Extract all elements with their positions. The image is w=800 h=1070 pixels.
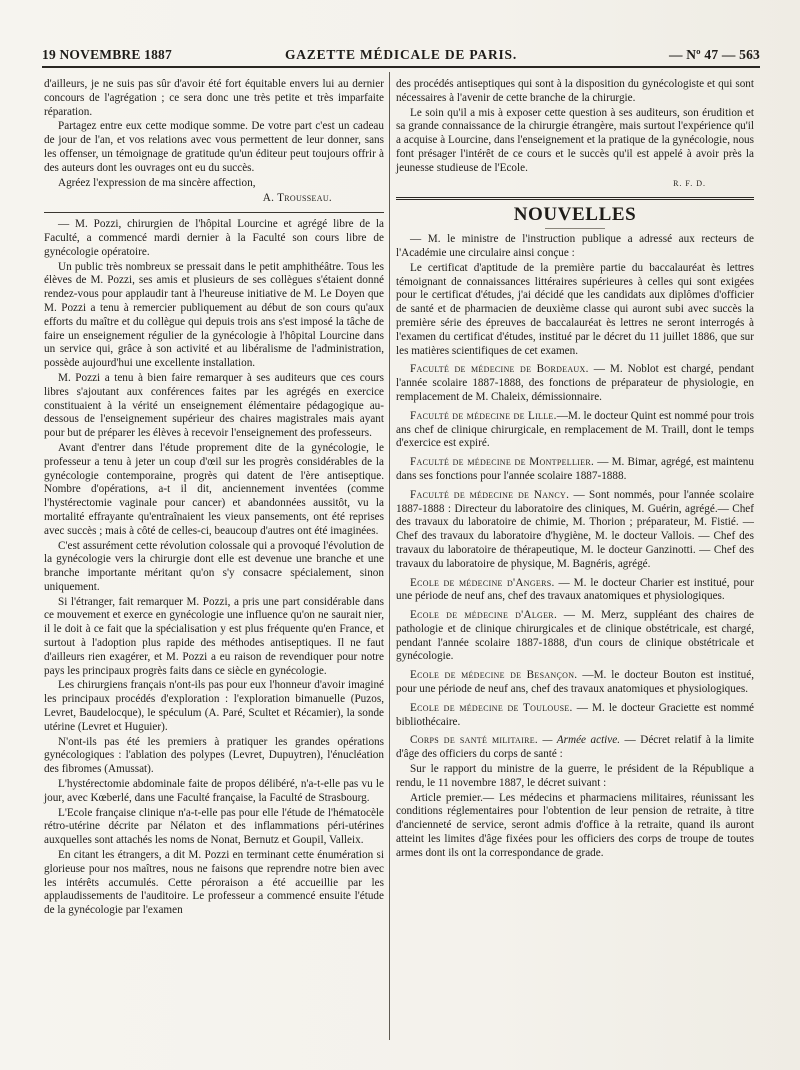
news-item: Sur le rapport du ministre de la guerre, le président de la République a rendu, le 11 novembre 1887, le décret suivant :	[396, 763, 754, 789]
paragraph: — M. Pozzi, chirurgien de l'hôpital Lourcine et agrégé libre de la Faculté, a commencé mardi dernier à la Faculté son cours libre de gynécologie opératoire.	[44, 218, 384, 258]
paragraph: Les chirurgiens français n'ont-ils pas pour eux l'honneur d'avoir imaginé les principaux procédés d'exploration : l'exploration bimanuelle (Puzos, Levret, Baudelocque), le spéculum (A. Paré, Scultet et Récamier), la sonde utérine (Levret et Huguier).	[44, 679, 384, 733]
column-divider	[389, 72, 390, 1040]
news-heading: Faculté de médecine de Lille.	[410, 409, 557, 422]
news-item: Article premier.— Les médecins et pharmaciens militaires, réunissant les conditions réglementaires pour l'obtention de leur pension de retraite, à titre d'ancienneté de service, seront admis d'office à la retraite, quand ils auront atteint les limites d'âge fixées pour les officiers des corps de troupe de toutes armes dont ils ont la correspondance de grade.	[396, 791, 754, 859]
news-subheading: — Armée active.	[538, 734, 621, 747]
news-body: — Sont nommés, pour l'année scolaire 1887-1888 : Directeur du laboratoire des cliniques, M. Guérin, agrégé.— Chef des travaux du laboratoire de chimie, M. Thorion ; préparateur, M. Fistié. — Chef des travaux du laboratoire d'hygiène, M. le docteur Vallois. — Chef des travaux du laboratoire de thérapeutique, M. le docteur Ganzinotti. — Chef des travaux du laboratoire de physique, M. Bagnéris, agrégé.	[396, 488, 754, 570]
paragraph: d'ailleurs, je ne suis pas sûr d'avoir été fort équitable envers lui au dernier concours de l'agrégation ; ce sera donc une très petite et très imparfaite réparation.	[44, 78, 384, 118]
paragraph: N'ont-ils pas été les premiers à pratiquer les grandes opérations gynécologiques : l'ablation des polypes (Levret, Dupuytren), l'énucléation des fibromes (Amussat).	[44, 735, 384, 776]
left-column	[44, 78, 384, 919]
news-heading: Ecole de médecine de Besançon.	[410, 669, 578, 682]
news-item: — M. le ministre de l'instruction publique a adressé aux recteurs de l'Académie une circulaire ainsi conçue :	[396, 233, 754, 259]
paragraph: Le soin qu'il a mis à exposer cette question à ses auditeurs, son érudition et sa grande connaissance de la chirurgie étrangère, mais surtout l'expérience qu'il a acquise à Lourcine, dans l'enseignement et la pratique de la gynécologie, nous font présager l'intérêt de ce cours et le succès qu'il est appelé à avoir près la jeunesse studieuse de l'Ecole.	[396, 106, 754, 174]
paragraph: En citant les étrangers, a dit M. Pozzi en terminant cette énumération si glorieuse pour nos maîtres, nous ne faisons que reprendre notre bien avec les intérêts accumulés. Cette péroraison a été accueillie par les applaudissements de l'auditoire. Le professeur a commencé ensuite l'étude de la gynécologie par l'examen	[44, 849, 384, 917]
title-underline	[545, 228, 605, 229]
news-heading: Corps de santé militaire.	[410, 734, 539, 747]
news-heading: Ecole de médecine d'Angers.	[410, 576, 555, 589]
paragraph: Partagez entre eux cette modique somme. De votre part c'est un cadeau de jour de l'an, et vos relations avec vous permettent de leur donner, sans les offenser, un témoignage de gratitude qu'un éditeur peut toujours offrir à des auteurs dont les ouvrages ont eu du succès.	[44, 120, 384, 174]
news-item	[396, 669, 754, 697]
paragraph: Un public très nombreux se pressait dans le petit amphithéâtre. Tous les élèves de M. Pozzi, ses amis et plusieurs de ses collègues s'étaient donné rendez-vous pour applaudir tant à l'heureuse initiative de M. Le Doyen que M. Pozzi a tenu à remercier publiquement au début de son cours qu'aux efforts du maître et du collègue qui depuis trois ans s'est imposé la tâche de faire un enseignement régulier de la gynécologie à l'hôpital Lourcine dans un service qui, grâce à son activité et au libéralisme de l'administration, possède aujourd'hui une excellente installation.	[44, 260, 384, 370]
news-item	[396, 702, 754, 730]
news-body: — M. le docteur Graciette est nommé bibliothécaire.	[396, 701, 754, 728]
header-title: GAZETTE MÉDICALE DE PARIS.	[284, 47, 518, 62]
news-item	[396, 456, 754, 484]
section-title: NOUVELLES	[513, 204, 637, 226]
header-page-number: — Nº 47 — 563	[668, 47, 760, 62]
paragraph: des procédés antiseptiques qui sont à la disposition du gynécologiste et qui sont nécessaires à l'avenir de cette branche de la chirurgie.	[396, 78, 754, 104]
news-item: Le certificat d'aptitude de la première partie du baccalauréat ès lettres témoignant de connaissances littéraires supérieures à celles qui sont exigées pour le certificat d'études, j'ai décidé que les candidats aux diplômes d'officier de santé et de pharmacien de deuxième classe qui auront subi avec succès la première série des épreuves de baccalauréat ès lettres ne seront interrogés à l'examen du certificat d'études, institué par le décret du 11 juillet 1886, que sur les matières scientifiques de cet examen.	[396, 261, 754, 357]
paragraph: L'Ecole française clinique n'a-t-elle pas pour elle l'étude de l'hématocèle rétro-utérine décrite par Nélaton et des inflammations péri-utérines auxquelles sont attachés les noms de Nonat, Bernutz et Goupil, Valleix.	[44, 806, 384, 847]
news-body: — M. Noblot est chargé, pendant l'année scolaire 1887-1888, des fonctions de préparateur de physiologie, en remplacement de M. Chaleix, démissionnaire.	[396, 363, 754, 403]
header-date: 19 NOVEMBRE 1887	[42, 47, 172, 62]
news-body: —M. le docteur Bouton est institué, pour une période de neuf ans, chef des travaux anatomiques et physiologiques.	[396, 669, 754, 696]
news-body: — M. Bimar, agrégé, est maintenu dans ses fonctions pour l'année scolaire 1887-1888.	[396, 456, 754, 482]
news-item	[396, 577, 754, 605]
signature: A. Trousseau.	[262, 192, 332, 205]
news-item	[396, 489, 754, 572]
paragraph: M. Pozzi a tenu à bien faire remarquer à ses auditeurs que ces cours libres s'ajoutant aux conférences faites par les agrégés en exercice constituaient à la vérité un enseignement élémentaire pédagogique au-dessous de l'enseignement supérieur des chaires magistrales mais ayant pour but de préparer les élèves à recevoir l'enseignement des professeurs.	[44, 371, 384, 440]
header-rule	[42, 66, 760, 68]
paragraph: L'hystérectomie abdominale faite de propos délibéré, n'a-t-elle pas vu le jour, avec Kœberlé, dans une Faculté française, la Faculté de Strasbourg.	[44, 778, 384, 804]
news-heading: Faculté de médecine de Montpellier.	[410, 456, 595, 469]
separator-rule	[44, 212, 384, 213]
paragraph: Avant d'entrer dans l'étude proprement dite de la gynécologie, le professeur a tenu à jeter un coup d'œil sur les progrès considérables de la gynécologie contemporaine, progrès qui datent de l'ère antiseptique. Nombre d'opérations, a-t il dit, anciennement inventées (comme l'hystérectomie vaginale pour cancer) et abandonnées aussitôt, vu la mortalité effrayante qu'entraînaient les vieux pansements, ont été reprises avec succès ; mais à côté de celles-ci, beaucoup d'autres ont été imaginées.	[44, 441, 384, 537]
section-rule	[396, 197, 754, 200]
page-header	[42, 44, 760, 66]
news-item	[396, 410, 754, 451]
news-heading: Faculté de médecine de Nancy.	[410, 488, 570, 501]
right-column	[396, 78, 754, 862]
paragraph: C'est assurément cette révolution colossale qui a provoqué l'évolution de la gynécologie vers la chirurgie dont elle est devenue une branche et une branche importante méritant qu'on s'y consacre spécialement, sinon uniquement.	[44, 539, 384, 593]
news-body: — M. le docteur Charier est institué, pour une période de neuf ans, chef des travaux anatomiques et physiologiques.	[396, 576, 754, 603]
news-heading: Ecole de médecine d'Alger.	[410, 609, 558, 622]
news-body: —M. le docteur Quint est nommé pour trois ans chef de clinique chirurgicale, en remplacement de M. Traill, dont le temps d'exercice est expiré.	[396, 409, 754, 450]
news-body: — M. Merz, suppléant des chaires de pathologie et de clinique chirurgicales et de clinique obstétricale, est chargé, pendant l'année scolaire 1887-1888, d'un cours de clinique obstétricale et gynécologie.	[396, 609, 754, 663]
news-heading: Ecole de médecine de Toulouse.	[410, 701, 573, 714]
news-item	[396, 609, 754, 664]
news-body: — Décret relatif à la limite d'âge des officiers du corps de santé :	[396, 734, 754, 761]
news-item	[396, 363, 754, 404]
news-item	[396, 734, 754, 762]
paragraph: Agréez l'expression de ma sincère affection,	[58, 176, 256, 189]
author-initials: R. F. D.	[673, 178, 706, 188]
news-heading: Faculté de médecine de Bordeaux.	[410, 363, 589, 376]
paragraph: Si l'étranger, fait remarquer M. Pozzi, a pris une part considérable dans ce mouvement et exerce en gynécologie une influence qu'on ne saurait nier, il le doit à ce fait que la spécialisation y est plus fréquente qu'en France, et surtout à l'adoption plus rapide des méthodes antiseptiques. Il ne faut d'ailleurs rien exagérer, et M. Pozzi a eu raison de revendiquer pour notre pays les principaux progrès faits dans ce siècle en gynécologie.	[44, 595, 384, 677]
